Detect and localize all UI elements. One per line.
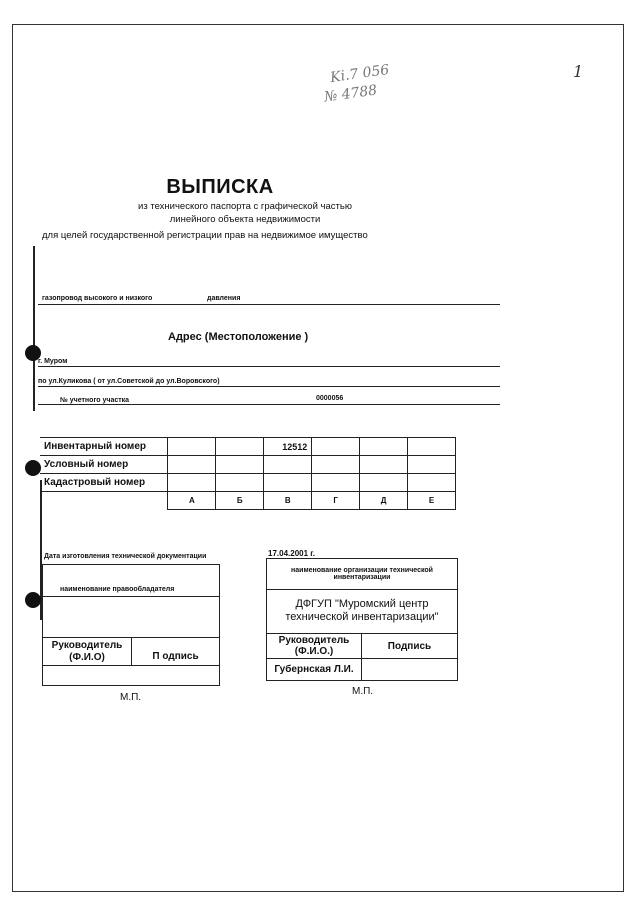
object-name: газопровод высокого и низкого — [42, 295, 153, 302]
column-letter: Е — [408, 492, 456, 510]
tech-doc-date: 17.04.2001 г. — [268, 549, 316, 558]
table-cell — [216, 474, 264, 492]
table-cell — [168, 456, 216, 474]
org-head-name: Губернская Л.И. — [266, 658, 362, 681]
table-cell — [408, 474, 456, 492]
subtitle-line-2: линейного объекта недвижимости — [169, 214, 321, 225]
column-letter: В — [264, 492, 312, 510]
address-heading: Адрес (Местоположение ) — [168, 331, 309, 343]
org-heading: наименование организации технической инвентаризации — [266, 558, 458, 590]
table-cell — [408, 456, 456, 474]
table-row — [40, 474, 456, 492]
table-cell — [264, 474, 312, 492]
subtitle-line-1: из технического паспорта с графической частью — [138, 201, 352, 212]
org-signature-cell — [361, 658, 458, 681]
table-cell — [216, 438, 264, 456]
plot-label: № учетного участка — [60, 397, 130, 404]
column-letters-row — [40, 492, 456, 510]
object-underline — [38, 304, 500, 305]
street-underline — [38, 386, 500, 387]
tech-doc-label: Дата изготовления технической документации — [44, 553, 207, 560]
subtitle-line-3: для целей государственной регистрации прав на недвижимое имущество — [42, 230, 368, 241]
table-cell — [312, 474, 360, 492]
punch-hole-3 — [25, 592, 41, 608]
table-cell — [312, 438, 360, 456]
row-label: Условный номер — [40, 456, 168, 474]
owner-heading-divider — [42, 596, 220, 597]
owner-stamp: М.П. — [120, 692, 142, 703]
table-cell — [408, 438, 456, 456]
handwritten-note-1: Ki.7 056 — [329, 61, 391, 87]
table-cell — [168, 438, 216, 456]
column-letter: А — [168, 492, 216, 510]
table-row — [40, 456, 456, 474]
table-cell — [360, 456, 408, 474]
org-head-label: Руководитель (Ф.И.О.) — [266, 633, 362, 659]
handwritten-note-2: № 4788 — [323, 82, 379, 106]
table-row — [40, 438, 456, 456]
row-label: Инвентарный номер — [40, 438, 168, 456]
column-letter: Б — [216, 492, 264, 510]
handwritten-page-number: 1 — [573, 62, 584, 81]
table-cell — [168, 474, 216, 492]
org-stamp: М.П. — [352, 686, 374, 697]
table-cell: 12512 — [264, 438, 312, 456]
owner-box — [42, 564, 220, 686]
owner-signature-label: П одпись — [131, 637, 220, 666]
punch-hole-2 — [25, 460, 41, 476]
city-underline — [38, 366, 500, 367]
org-name: ДФГУП "Муромский центр технической инвентаризации" — [285, 598, 439, 623]
address-street: по ул.Куликова ( от ул.Советской до ул.Воровского) — [38, 378, 220, 385]
address-city: г. Муром — [38, 358, 68, 365]
plot-underline — [38, 404, 500, 405]
row-label: Кадастровый номер — [40, 474, 168, 492]
object-pressure: давления — [207, 295, 241, 302]
owner-heading: наименование правообладателя — [60, 586, 175, 593]
table-cell — [360, 474, 408, 492]
left-margin-line — [33, 246, 35, 411]
owner-head-label: Руководитель (Ф.И.О) — [42, 637, 132, 666]
table-cell — [264, 456, 312, 474]
table-cell — [216, 456, 264, 474]
numbers-table — [40, 437, 456, 510]
org-signature-label: Подпись — [361, 633, 458, 659]
table-cell — [360, 438, 408, 456]
column-letter: Г — [312, 492, 360, 510]
plot-number: 0000056 — [316, 395, 344, 402]
table-cell — [312, 456, 360, 474]
document-title: ВЫПИСКА — [166, 176, 274, 198]
column-letter: Д — [360, 492, 408, 510]
